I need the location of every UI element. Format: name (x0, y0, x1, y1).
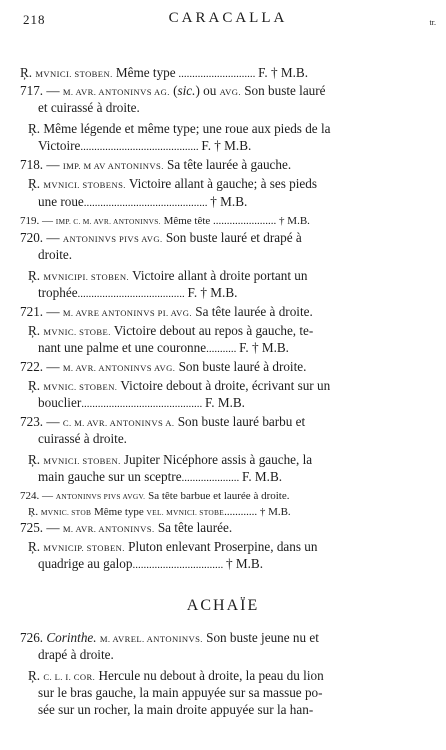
line-text: et cuirassé à droite. (38, 100, 140, 115)
line-text: 723. — (20, 414, 63, 429)
line-text: sur le bras gauche, la main appuyée sur sa massue po- (38, 685, 323, 700)
text-line (0, 156, 446, 175)
line-text: ) ou (195, 83, 220, 98)
text-line (0, 99, 446, 116)
line-text: Corinthe. (46, 630, 97, 645)
line-text: F. † M.B. (258, 65, 309, 80)
text-line (0, 120, 446, 137)
section-heading: ACHAÏE (186, 597, 260, 614)
line-text: 718. — (20, 157, 63, 172)
line-text: Ŗ. (28, 539, 44, 554)
line-text: Sa tête laurée à droite. (191, 304, 313, 319)
line-text: Victoire (38, 138, 81, 153)
legend-text: MVNIC. STOBEN. (43, 382, 118, 392)
line-text: une roue (38, 194, 84, 209)
legend-text: M. AVREL. ANTONINVS. (99, 634, 203, 644)
text-line (0, 339, 446, 358)
line-text: F. † M.B. (239, 340, 289, 355)
legend-text: AVG. (219, 87, 241, 97)
text-line (0, 468, 446, 487)
line-text: ............................................ (81, 398, 205, 410)
line-text: Son buste lauré et drapé à (162, 230, 302, 245)
legend-text: IMP. M AV ANTONINVS. (62, 161, 164, 171)
line-text: sée sur un rocher, la main droite appuyée sur la han- (38, 702, 314, 717)
text-line (0, 137, 446, 156)
page-header (20, 10, 436, 32)
text-line (0, 64, 446, 83)
line-text: 720. — (20, 230, 63, 245)
legend-text: MVNIC. STOB (40, 508, 92, 517)
legend-text: MVNICIP. STOBEN. (43, 543, 125, 553)
line-text: ....................................... (77, 288, 188, 300)
text-line (0, 646, 446, 663)
line-text: Même tête (160, 215, 211, 227)
line-text: Son buste lauré (240, 83, 326, 98)
legend-text: M. AVR. ANTONINVS AG. (62, 87, 170, 97)
line-text: cuirassé à droite. (38, 431, 127, 446)
line-text: 724. — (20, 490, 56, 502)
legend-text: ANTONINVS PIVS AVGV. (55, 492, 146, 501)
text-line (0, 701, 446, 718)
line-text: trophée (38, 285, 78, 300)
line-text: Ŗ. (28, 668, 44, 683)
line-text: nant une palme et une couronne (38, 340, 207, 355)
legend-text: MVNICIPI. STOBEN. (43, 272, 130, 282)
legend-text: ANTONINVS PIVS AVG. (62, 234, 163, 244)
line-text: Pluton enlevant Proserpine, dans un (124, 539, 318, 554)
line-text: † M.B. (279, 215, 310, 227)
line-text: Victoire debout à droite, écrivant sur un (117, 378, 331, 393)
line-text: Ŗ. (28, 268, 44, 283)
line-text: † M.B. (225, 556, 263, 571)
corner-mark: tr. (429, 18, 436, 27)
line-text: bouclier (38, 395, 82, 410)
page-number: 218 (23, 12, 46, 27)
line-text: Victoire allant à gauche; à ses pieds (125, 176, 318, 191)
line-text: main gauche sur un sceptre (38, 469, 182, 484)
line-text: Ŗ. (28, 378, 44, 393)
line-text: Ŗ. Même légende et même type; une roue aux pieds de la (28, 121, 331, 136)
text-line (0, 303, 446, 322)
line-text: ( (169, 83, 178, 98)
line-text: ............................ (175, 68, 259, 80)
line-text: droite. (38, 247, 73, 262)
line-text: Ŗ. (28, 323, 44, 338)
line-text: ............................................. (83, 197, 211, 209)
line-text: 717. — (20, 83, 63, 98)
line-text: ............ † M.B. (224, 506, 291, 518)
line-text: F. † M.B. (201, 138, 252, 153)
line-text: 719. — (20, 215, 56, 227)
text-line (0, 211, 446, 230)
line-text: 726. (20, 630, 47, 645)
line-text: Sa tête laurée à gauche. (163, 157, 292, 172)
line-text: Même type (91, 506, 147, 518)
line-text: Sa tête barbue et laurée à droite. (145, 490, 290, 502)
text-line (0, 246, 446, 263)
legend-text: MVNIC. STOBE. (43, 327, 111, 337)
line-text: 722. — (20, 359, 63, 374)
line-text: Ŗ. (28, 452, 44, 467)
line-text: ........... (206, 343, 240, 355)
text-line (0, 684, 446, 701)
text-line (0, 394, 446, 413)
line-text: Ŗ. (20, 65, 36, 80)
legend-text: M. AVR. ANTONINVS. (62, 524, 155, 534)
line-text: quadrige au galop (38, 556, 133, 571)
line-text: Sa tête laurée. (154, 520, 233, 535)
line-text: Hercule nu debout à droite, la peau du lion (95, 668, 324, 683)
legend-text: M. AVR. ANTONINVS AVG. (62, 363, 176, 373)
text-line (0, 358, 446, 377)
line-text: † M.B. (210, 194, 248, 209)
line-text: 721. — (20, 304, 63, 319)
text-line (0, 193, 446, 212)
legend-text: MVNICI. STOBEN. (43, 456, 121, 466)
line-text: ........................................... (80, 141, 202, 153)
line-text: F. M.B. (204, 395, 245, 410)
text-line (0, 175, 446, 194)
line-text: Ŗ. (28, 506, 41, 518)
line-text: Jupiter Nicéphore assis à gauche, la (120, 452, 313, 467)
text-line (0, 284, 446, 303)
line-text: F. M.B. (242, 469, 283, 484)
line-text: Son buste lauré à droite. (175, 359, 307, 374)
text-line (0, 519, 446, 538)
line-text: Victoire debout au repos à gauche, te- (110, 323, 314, 338)
text-line (0, 430, 446, 447)
line-text: Son buste lauré barbu et (174, 414, 306, 429)
text-line (0, 555, 446, 574)
legend-text: VEL. MVNICI. STOBE (146, 508, 225, 517)
legend-text: C. M. AVR. ANTONINVS A. (62, 418, 175, 428)
line-text: ..................... (181, 472, 243, 484)
legend-text: M. AVRE ANTONINVS PI. AVG. (62, 308, 192, 318)
legend-text: C. L. I. COR. (43, 672, 96, 682)
line-text: sic. (177, 83, 196, 98)
line-text: drapé à droite. (38, 647, 114, 662)
line-text: 725. — (20, 520, 63, 535)
legend-text: MVNICI. STOBENS. (43, 180, 126, 190)
line-text: Ŗ. (28, 176, 44, 191)
legend-text: IMP. C. M. AVR. ANTONINVS. (55, 217, 161, 226)
line-text: Son buste jeune nu et (202, 630, 319, 645)
line-text: Victoire allant à droite portant un (129, 268, 308, 283)
line-text: ................................. (132, 559, 226, 571)
running-head: CARACALLA (168, 10, 288, 26)
line-text: F. † M.B. (187, 285, 238, 300)
line-text: ....................... (210, 215, 280, 227)
line-text: Même type (112, 65, 176, 80)
legend-text: MVNICI. STOBEN. (35, 69, 113, 79)
